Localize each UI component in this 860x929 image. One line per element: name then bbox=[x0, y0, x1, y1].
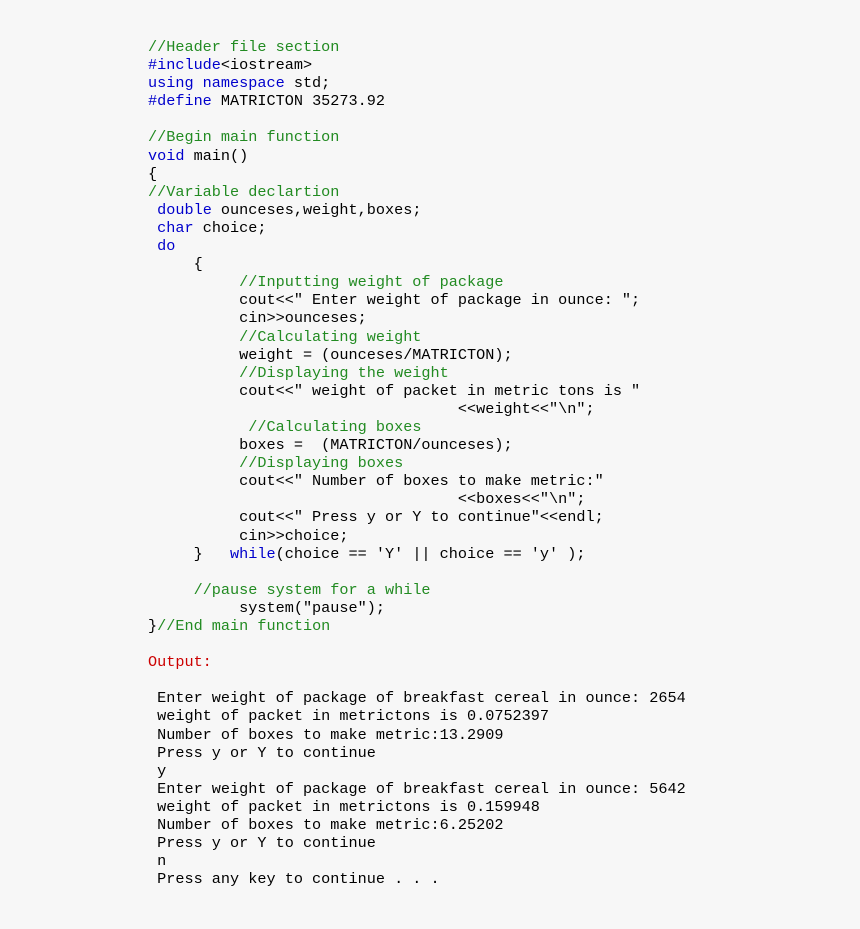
code-text: { bbox=[148, 164, 158, 183]
code-text: <<weight<<"\n"; bbox=[148, 399, 595, 418]
code-comment: //Displaying boxes bbox=[239, 454, 404, 473]
code-text: MATRICTON 35273.92 bbox=[211, 92, 385, 111]
output-line bbox=[148, 834, 686, 852]
code-text: weight = (ounceses/MATRICTON); bbox=[148, 345, 513, 364]
code-keyword: double bbox=[157, 200, 212, 219]
code-keyword: do bbox=[157, 237, 176, 256]
code-text: <<boxes<<"\n"; bbox=[148, 490, 586, 509]
code-text bbox=[148, 273, 239, 291]
code-line bbox=[148, 418, 686, 436]
code-line bbox=[148, 255, 686, 273]
code-text: Number of boxes to make metric:6.25202 bbox=[148, 816, 504, 835]
code-comment: //pause system for a while bbox=[193, 580, 431, 599]
code-text bbox=[148, 201, 157, 219]
code-line bbox=[148, 128, 686, 146]
output-line bbox=[148, 852, 686, 870]
code-text: n bbox=[148, 852, 167, 871]
output-line bbox=[148, 671, 686, 689]
output-label bbox=[148, 653, 686, 671]
code-text: ounceses,weight,boxes; bbox=[211, 200, 422, 219]
code-text: Enter weight of package of breakfast cereal in ounce: 2654 bbox=[148, 689, 686, 708]
code-line bbox=[148, 38, 686, 56]
code-keyword: void bbox=[148, 146, 185, 165]
code-line bbox=[148, 454, 686, 472]
code-line bbox=[148, 92, 686, 110]
code-line bbox=[148, 74, 686, 92]
code-line bbox=[148, 183, 686, 201]
code-line bbox=[148, 56, 686, 74]
code-line bbox=[148, 328, 686, 346]
code-text: } bbox=[148, 617, 158, 635]
code-line bbox=[148, 635, 686, 653]
code-comment: //End main function bbox=[157, 617, 331, 635]
code-text: <iostream> bbox=[220, 56, 313, 75]
code-line bbox=[148, 273, 686, 291]
code-line bbox=[148, 110, 686, 128]
code-comment: //Calculating boxes bbox=[248, 417, 422, 436]
code-text bbox=[148, 328, 239, 346]
code-keyword: using namespace bbox=[148, 74, 285, 93]
code-text: cout<<" Number of boxes to make metric:" bbox=[148, 472, 604, 491]
code-comment: //Begin main function bbox=[148, 128, 340, 147]
code-text: cout<<" Enter weight of package in ounce: "; bbox=[148, 291, 641, 310]
code-text: system("pause"); bbox=[148, 598, 385, 617]
code-line bbox=[148, 346, 686, 364]
code-text: Press y or Y to continue bbox=[148, 743, 376, 762]
code-text bbox=[148, 418, 248, 436]
output-line bbox=[148, 707, 686, 725]
code-line bbox=[148, 581, 686, 599]
code-text: Number of boxes to make metric:13.2909 bbox=[148, 725, 504, 744]
code-line bbox=[148, 237, 686, 255]
output-line bbox=[148, 780, 686, 798]
code-text: std; bbox=[284, 74, 331, 93]
code-text: cout<<" Press y or Y to continue"<<endl; bbox=[148, 508, 604, 527]
code-comment: //Header file section bbox=[148, 38, 340, 56]
code-line bbox=[148, 201, 686, 219]
code-comment: //Variable declartion bbox=[148, 182, 340, 201]
code-text: { bbox=[148, 255, 203, 274]
code-line bbox=[148, 508, 686, 526]
code-text: cin>>ounceses; bbox=[148, 309, 367, 328]
code-text: y bbox=[148, 761, 167, 780]
code-text: Press any key to continue . . . bbox=[148, 870, 440, 889]
code-text: boxes = (MATRICTON/ounceses); bbox=[148, 436, 513, 455]
code-keyword: #define bbox=[148, 92, 212, 111]
code-keyword: char bbox=[157, 218, 194, 237]
code-comment: //Displaying the weight bbox=[239, 363, 449, 382]
code-line bbox=[148, 147, 686, 165]
code-text: cout<<" weight of packet in metric tons is " bbox=[148, 381, 641, 400]
code-text bbox=[148, 364, 239, 382]
code-text: (choice == 'Y' || choice == 'y' ); bbox=[275, 544, 586, 563]
code-line bbox=[148, 563, 686, 581]
code-text: Press y or Y to continue bbox=[148, 834, 376, 853]
code-keyword: while bbox=[230, 544, 276, 563]
code-line bbox=[148, 527, 686, 545]
code-comment: //Inputting weight of package bbox=[239, 273, 504, 292]
output-line bbox=[148, 870, 686, 888]
code-text: weight of packet in metrictons is 0.159948 bbox=[148, 797, 540, 816]
code-line bbox=[148, 490, 686, 508]
output-line bbox=[148, 762, 686, 780]
code-text: Enter weight of package of breakfast cereal in ounce: 5642 bbox=[148, 779, 686, 798]
code-line bbox=[148, 219, 686, 237]
code-text bbox=[148, 454, 239, 472]
code-listing bbox=[148, 38, 686, 888]
code-text bbox=[148, 581, 194, 599]
code-line bbox=[148, 545, 686, 563]
code-line bbox=[148, 617, 686, 635]
output-line bbox=[148, 726, 686, 744]
code-text bbox=[148, 219, 157, 237]
code-line bbox=[148, 599, 686, 617]
code-text: cin>>choice; bbox=[148, 526, 349, 545]
code-line bbox=[148, 364, 686, 382]
code-line bbox=[148, 400, 686, 418]
output-line bbox=[148, 816, 686, 834]
output-line bbox=[148, 689, 686, 707]
code-text: } bbox=[148, 544, 231, 563]
code-text: choice; bbox=[193, 218, 267, 237]
code-text bbox=[148, 237, 157, 255]
code-keyword: #include bbox=[148, 56, 221, 75]
code-text: main() bbox=[184, 146, 249, 165]
code-line bbox=[148, 165, 686, 183]
code-line bbox=[148, 291, 686, 309]
code-line bbox=[148, 309, 686, 327]
code-line bbox=[148, 472, 686, 490]
code-line bbox=[148, 382, 686, 400]
code-comment: //Calculating weight bbox=[239, 327, 422, 346]
code-line bbox=[148, 436, 686, 454]
output-line bbox=[148, 798, 686, 816]
code-text: weight of packet in metrictons is 0.0752397 bbox=[148, 707, 550, 726]
code-label: Output: bbox=[148, 653, 212, 672]
output-line bbox=[148, 744, 686, 762]
